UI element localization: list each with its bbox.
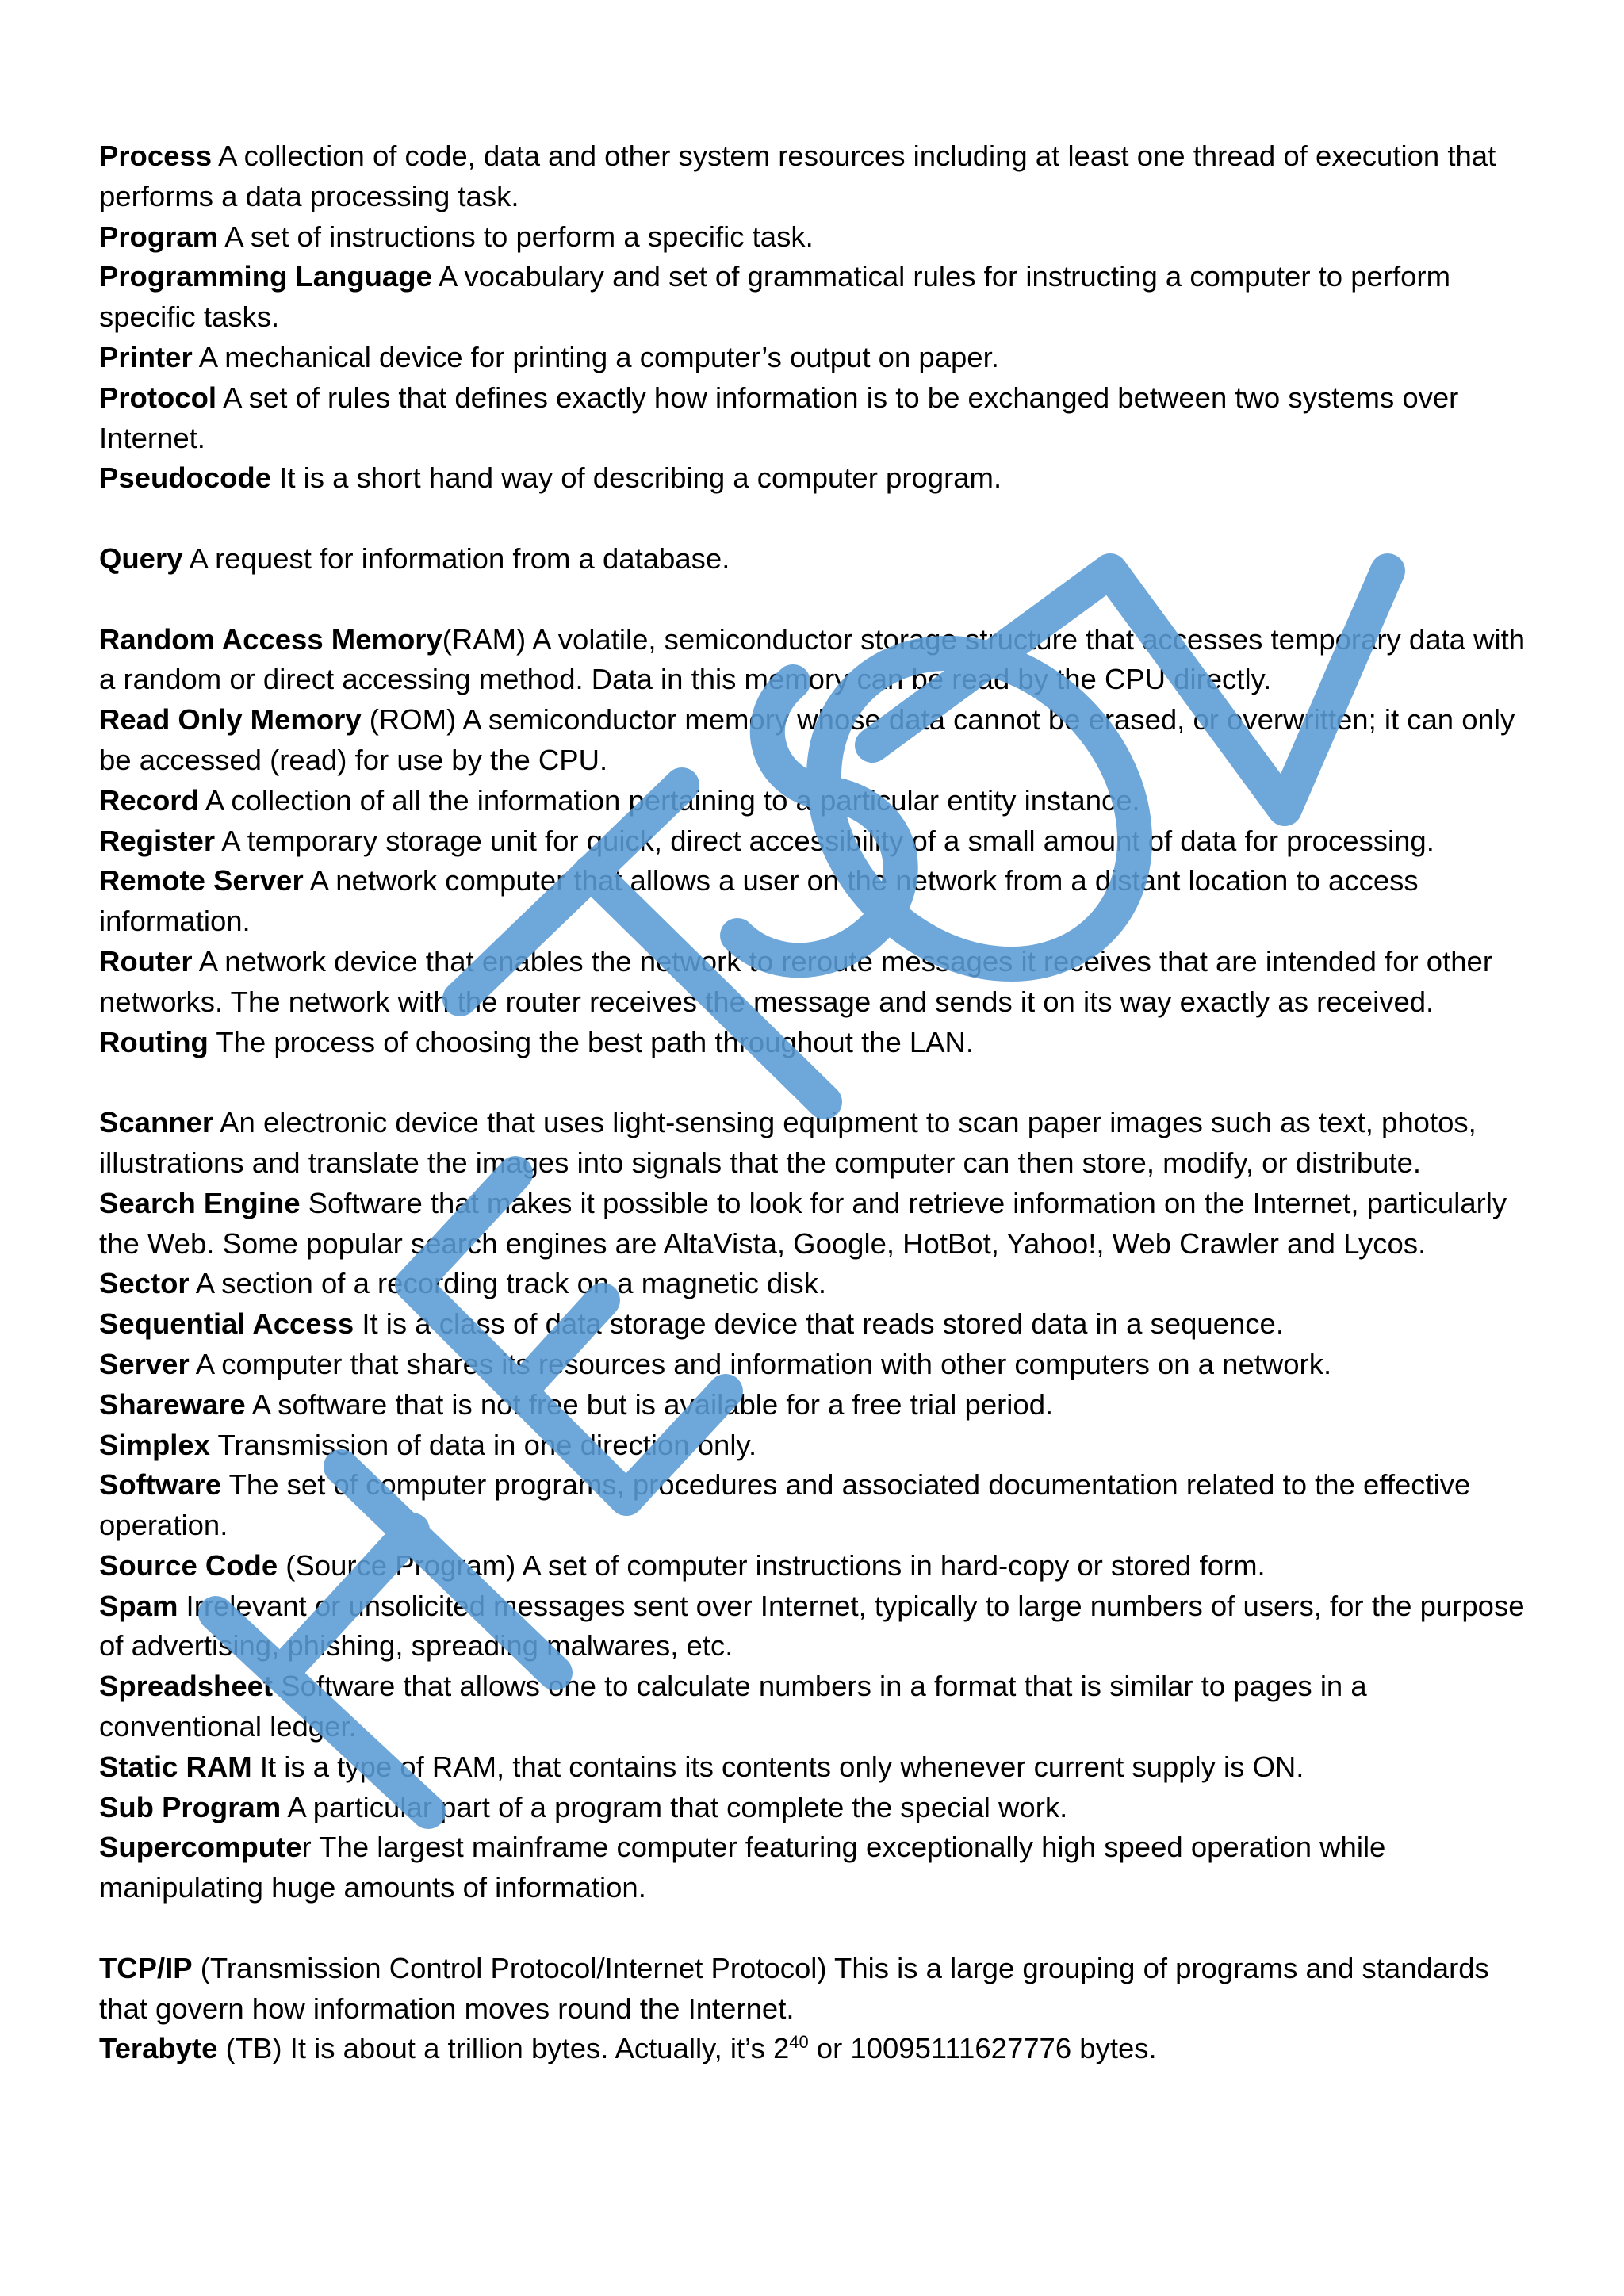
glossary-term: Random Access Memory (99, 622, 442, 656)
glossary-entry-pseudocode (99, 458, 1534, 499)
glossary-definition: (RAM) A volatile, semiconductor storage structure that accesses temporary data with a random or direct accessing method. Data in this memory can be read by the CPU directly. (99, 622, 1526, 696)
glossary-entry-tcp-ip (99, 1949, 1534, 2030)
exponent: 40 (789, 2032, 809, 2053)
glossary-term: Terabyte (99, 2032, 218, 2065)
glossary-entry-server (99, 1345, 1534, 1385)
glossary-term: Programming Language (99, 260, 432, 293)
glossary-definition: Irrelevant or unsolicited messages sent over Internet, typically to large numbers of users, for the purpose of advertising, phishing, spreading malwares, etc. (99, 1589, 1525, 1663)
glossary-term: Spreadsheet (99, 1670, 274, 1703)
section-gap (99, 580, 1534, 620)
glossary-definition: (ROM) A semiconductor memory whose data cannot be erased, or overwritten; it can only be accessed (read) for use by the CPU. (99, 703, 1515, 776)
glossary-term: Server (99, 1347, 190, 1380)
section-gap (99, 1908, 1534, 1949)
glossary-entry-program (99, 217, 1534, 258)
glossary-entry-sub-program (99, 1788, 1534, 1828)
glossary-term: Static RAM (99, 1750, 252, 1783)
glossary-definition: A set of rules that defines exactly how information is to be exchanged between two systems over Internet. (99, 381, 1459, 454)
glossary-term: Routing (99, 1025, 209, 1058)
glossary-term: Spam (99, 1589, 178, 1622)
glossary-entry-read-only-memory (99, 700, 1534, 781)
glossary-definition: A collection of code, data and other system resources including at least one thread of execution that performs a data processing task. (99, 140, 1496, 212)
glossary-definition: A request for information from a database. (182, 541, 730, 575)
glossary-definition: It is a short hand way of describing a computer program. (271, 461, 1002, 495)
glossary-term: Source Code (99, 1548, 278, 1582)
glossary-definition: Software that makes it possible to look for and retrieve information on the Internet, particularly the Web. Some popular search engines are AltaVista, Google, HotBot, Yahoo!, Web Crawler and Lycos. (99, 1186, 1507, 1260)
glossary-entry-software (99, 1465, 1534, 1546)
glossary-term: Program (99, 220, 219, 253)
glossary-entry-sector (99, 1264, 1534, 1304)
glossary-entry-programming-language (99, 257, 1534, 338)
glossary-term: TCP/IP (99, 1951, 193, 1984)
glossary-definition: (TB) It is about a trillion bytes. Actually, it’s 2 (217, 2032, 790, 2065)
glossary-definition: Transmission of data in one direction only. (209, 1428, 757, 1461)
glossary-definition: A particular part of a program that complete the special work. (281, 1790, 1068, 1823)
glossary-term: Read Only Memory (99, 703, 362, 737)
glossary-entry-simplex (99, 1425, 1534, 1466)
glossary-definition: (Transmission Control Protocol/Internet Protocol) This is a large grouping of programs and standards that govern how information moves round the Internet. (99, 1951, 1489, 2025)
glossary-definition: A section of a recording track on a magnetic disk. (189, 1267, 827, 1300)
glossary-term: Software (99, 1468, 222, 1502)
glossary-entry-static-ram (99, 1747, 1534, 1788)
section-gap (99, 499, 1534, 539)
glossary-entry-sequential-access (99, 1304, 1534, 1345)
glossary-definition: The set of computer programs, procedures and associated documentation related to the effective operation. (99, 1468, 1471, 1542)
glossary-term: Process (99, 140, 213, 172)
glossary-entry-query (99, 539, 1534, 580)
glossary-term: Sector (99, 1267, 190, 1300)
glossary-entry-scanner (99, 1103, 1534, 1184)
glossary-definition: A mechanical device for printing a computer’s output on paper. (192, 340, 999, 373)
section-gap (99, 1062, 1534, 1103)
glossary-term: Query (99, 541, 183, 575)
glossary-definition-end: or 10095111627776 bytes. (808, 2032, 1157, 2065)
glossary-entry-routing (99, 1023, 1534, 1063)
glossary-entry-process (99, 136, 1534, 217)
glossary-entry-router (99, 942, 1534, 1023)
glossary-term: Register (99, 824, 216, 857)
glossary-entry-search-engine (99, 1184, 1534, 1265)
glossary-definition: A network device that enables the network to reroute messages it receives that are intended for other networks. The network with the router receives the message and sends it on its way exactly as received. (99, 944, 1492, 1018)
glossary-entry-terabyte (99, 2029, 1534, 2069)
glossary-entry-source-code (99, 1546, 1534, 1586)
glossary-entry-protocol (99, 378, 1534, 459)
glossary-definition: A software that is not free but is available for a free trial period. (245, 1387, 1054, 1421)
glossary-term: Sequential Access (99, 1307, 354, 1341)
glossary-definition: A network computer that allows a user on the network from a distant location to access information. (99, 864, 1419, 938)
glossary-definition: A vocabulary and set of grammatical rules for instructing a computer to perform specific tasks. (99, 260, 1450, 334)
glossary-definition: A set of instructions to perform a specific task. (218, 220, 814, 253)
glossary-page (99, 136, 1534, 2069)
glossary-entry-shareware (99, 1385, 1534, 1425)
glossary-definition: The process of choosing the best path throughout the LAN. (208, 1025, 975, 1058)
glossary-term: Shareware (99, 1387, 246, 1421)
glossary-entry-remote-server (99, 861, 1534, 942)
glossary-entry-printer (99, 338, 1534, 378)
glossary-entry-record (99, 781, 1534, 821)
glossary-term: Scanner (99, 1106, 214, 1139)
glossary-definition: It is a type of RAM, that contains its contents only whenever current supply is ON. (251, 1750, 1304, 1783)
glossary-term: Protocol (99, 381, 217, 414)
glossary-entry-spreadsheet (99, 1667, 1534, 1747)
glossary-term: Printer (99, 340, 193, 373)
glossary-entry-register (99, 821, 1534, 862)
glossary-term: Pseudocode (99, 461, 272, 495)
glossary-term: Simplex (99, 1428, 210, 1461)
glossary-definition: A computer that shares its resources and information with other computers on a network. (189, 1347, 1332, 1380)
glossary-term: Router (99, 944, 193, 978)
glossary-term: Sub Program (99, 1790, 282, 1823)
glossary-term: Supercompute (99, 1831, 302, 1864)
glossary-definition: r The largest mainframe computer featuring exceptionally high speed operation while manipulating huge amounts of information. (99, 1831, 1386, 1904)
glossary-term: Search Engine (99, 1186, 301, 1219)
glossary-entry-supercomputer (99, 1827, 1534, 1908)
glossary-term: Record (99, 783, 199, 817)
glossary-definition: A collection of all the information pertaining to a particular entity instance. (198, 783, 1140, 817)
glossary-definition: A temporary storage unit for quick, direct accessibility of a small amount of data for processing. (215, 824, 1434, 857)
glossary-definition: Software that allows one to calculate numbers in a format that is similar to pages in a conventional ledger. (99, 1670, 1367, 1743)
glossary-entry-random-access-memory (99, 620, 1534, 701)
glossary-definition: It is a class of data storage device that reads stored data in a sequence. (354, 1307, 1284, 1341)
glossary-definition: (Source Program) A set of computer instructions in hard-copy or stored form. (278, 1548, 1266, 1582)
glossary-term: Remote Server (99, 864, 304, 897)
glossary-definition: An electronic device that uses light-sensing equipment to scan paper images such as text, photos, illustrations and translate the images into signals that the computer can then store, modify, or distribute. (99, 1106, 1477, 1179)
glossary-entry-spam (99, 1586, 1534, 1667)
